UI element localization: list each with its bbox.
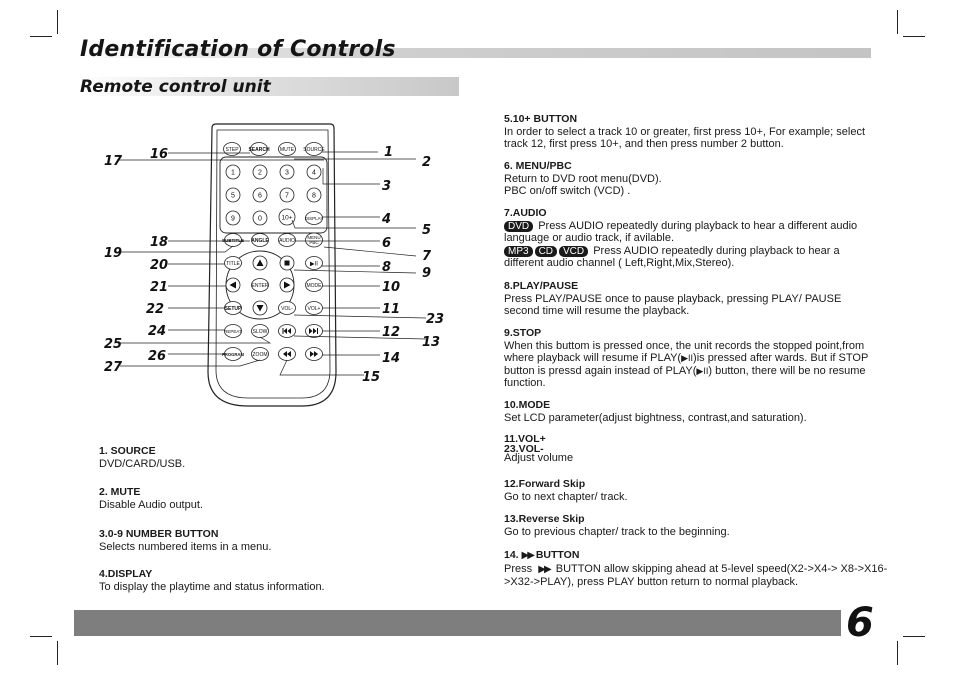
setup-button[interactable] bbox=[225, 302, 242, 315]
item-text: Adjust volume bbox=[504, 452, 574, 464]
callout-24: 24 bbox=[148, 324, 167, 339]
section-subtitle: Remote control unit bbox=[80, 77, 271, 97]
fast-forward-button[interactable] bbox=[306, 348, 323, 361]
title-button[interactable] bbox=[225, 257, 242, 270]
item-heading: 13.Reverse Skip bbox=[504, 513, 585, 525]
crop-mark bbox=[897, 641, 898, 665]
callout-4: 4 bbox=[382, 212, 392, 227]
zoom-button[interactable] bbox=[252, 348, 269, 361]
svg-text:8: 8 bbox=[312, 192, 316, 200]
item-heading: 9.STOP bbox=[504, 327, 542, 339]
audio-button[interactable] bbox=[279, 234, 296, 247]
item-heading: 6. MENU/PBC bbox=[504, 160, 572, 172]
svg-text:VOL+: VOL+ bbox=[307, 306, 321, 312]
svg-text:7: 7 bbox=[285, 192, 289, 200]
item-mode bbox=[504, 399, 874, 424]
callout-23: 23 bbox=[426, 312, 445, 327]
callout-9: 9 bbox=[422, 266, 432, 281]
page-title: Identification of Controls bbox=[80, 37, 396, 62]
callout-7: 7 bbox=[422, 249, 432, 264]
svg-text:TITLE: TITLE bbox=[226, 261, 240, 267]
item-heading: BUTTON bbox=[535, 549, 580, 561]
item-heading: 11.VOL+ bbox=[504, 433, 546, 445]
svg-text:▶II: ▶II bbox=[310, 261, 318, 268]
crop-mark bbox=[57, 641, 58, 665]
callout-19: 19 bbox=[104, 246, 123, 261]
item-text: ) button, there will be no resume function. bbox=[504, 364, 866, 389]
svg-text:REPEAT: REPEAT bbox=[224, 329, 242, 334]
svg-text:SLOW: SLOW bbox=[252, 329, 268, 335]
item-audio bbox=[504, 207, 874, 270]
callout-12: 12 bbox=[382, 325, 401, 340]
callout-2: 2 bbox=[422, 155, 432, 170]
forward-skip-button[interactable] bbox=[306, 325, 323, 338]
vol-minus-button[interactable] bbox=[279, 302, 296, 315]
mute-button[interactable] bbox=[279, 143, 296, 156]
item-heading: 8.PLAY/PAUSE bbox=[504, 280, 579, 292]
svg-text:2: 2 bbox=[258, 169, 262, 177]
item-menu-pbc bbox=[504, 160, 874, 198]
ten-plus-button[interactable] bbox=[279, 209, 295, 225]
callout-6: 6 bbox=[382, 236, 392, 251]
item-mute bbox=[99, 486, 203, 511]
number-6-button[interactable] bbox=[253, 188, 267, 202]
callout-11: 11 bbox=[382, 302, 401, 317]
item-text: When this buttom is pressed once, the unit records the stopped point,from where playback will resume if PLAY( bbox=[504, 339, 865, 364]
right-arrow-button[interactable] bbox=[280, 278, 294, 292]
item-reverse-skip bbox=[504, 513, 874, 538]
item-text: )is pressed after wards. But if STOP button is pressd again instead of PLAY( bbox=[504, 352, 869, 377]
svg-text:PROGRAM: PROGRAM bbox=[222, 352, 244, 357]
callout-26: 26 bbox=[148, 349, 167, 364]
enter-button[interactable] bbox=[252, 279, 269, 292]
svg-text:ANGLE: ANGLE bbox=[251, 238, 269, 244]
callout-16: 16 bbox=[150, 147, 169, 162]
svg-text:0: 0 bbox=[258, 215, 262, 223]
item-display bbox=[99, 568, 325, 593]
callout-10: 10 bbox=[382, 280, 401, 295]
down-arrow-button[interactable] bbox=[253, 301, 267, 315]
item-forward-skip bbox=[504, 478, 874, 503]
program-button[interactable] bbox=[222, 348, 244, 361]
mode-button[interactable] bbox=[306, 279, 323, 292]
vcd-badge: VCD bbox=[559, 246, 588, 257]
vol-plus-button[interactable] bbox=[306, 302, 323, 315]
callout-8: 8 bbox=[382, 260, 392, 275]
callout-14: 14 bbox=[382, 351, 401, 366]
item-heading: 7.AUDIO bbox=[504, 207, 547, 219]
item-ten-plus bbox=[504, 113, 874, 151]
play-pause-icon: ▶II bbox=[681, 353, 694, 363]
repeat-button[interactable] bbox=[224, 325, 242, 338]
svg-text:SOURCE: SOURCE bbox=[303, 147, 325, 153]
item-heading: 23.VOL- bbox=[504, 443, 544, 455]
svg-text:SETUP: SETUP bbox=[224, 306, 242, 312]
crop-mark bbox=[30, 36, 52, 37]
number-3-button[interactable] bbox=[280, 165, 294, 179]
svg-text:SUBTITLE: SUBTITLE bbox=[222, 238, 244, 243]
mp3-badge: MP3 bbox=[504, 246, 533, 257]
number-5-button[interactable] bbox=[226, 188, 240, 202]
stop-button[interactable] bbox=[280, 256, 294, 270]
svg-text:MUTE: MUTE bbox=[279, 147, 295, 153]
item-text: BUTTON allow skipping ahead at 5-level speed(X2->X4-> X8->X16->X32->PLAY), press PLAY button return to normal playback. bbox=[504, 562, 888, 588]
svg-text:9: 9 bbox=[231, 215, 235, 223]
rewind-button[interactable] bbox=[279, 348, 296, 361]
svg-text:VOL-: VOL- bbox=[281, 306, 293, 312]
item-heading: 3.0-9 NUMBER BUTTON bbox=[99, 528, 219, 540]
item-text: Press bbox=[504, 562, 533, 575]
callout-1: 1 bbox=[384, 145, 394, 160]
item-heading: 12.Forward Skip bbox=[504, 478, 586, 490]
page-number: 6 bbox=[846, 600, 874, 646]
svg-text:ENTER: ENTER bbox=[251, 283, 269, 289]
fast-forward-icon: ▶▶ bbox=[521, 550, 533, 561]
play-pause-icon: ▶II bbox=[696, 365, 709, 376]
display-button[interactable] bbox=[305, 212, 324, 225]
callout-21: 21 bbox=[150, 280, 169, 295]
item-text: Selects numbered items in a menu. bbox=[99, 540, 272, 553]
up-arrow-button[interactable] bbox=[253, 256, 267, 270]
item-text: In order to select a track 10 or greater, first press 10+, For example; select track 12, first press 10+, and then press number 2 button. bbox=[504, 125, 866, 150]
play-pause-button[interactable] bbox=[306, 257, 323, 270]
svg-text:1: 1 bbox=[231, 169, 235, 177]
item-text: Set LCD parameter(adjust bightness, contrast,and saturation). bbox=[504, 411, 807, 424]
item-stop bbox=[504, 327, 872, 390]
number-8-button[interactable] bbox=[307, 188, 321, 202]
svg-text:5: 5 bbox=[231, 192, 235, 200]
item-text: Press AUDIO repeatedly during playback to hear a different audio channel ( Left,Right,Mix,Stereo). bbox=[504, 244, 840, 269]
crop-mark bbox=[897, 10, 898, 34]
crop-mark bbox=[57, 10, 58, 34]
subtitle-button[interactable] bbox=[222, 234, 244, 247]
svg-text:STEP: STEP bbox=[225, 147, 239, 153]
item-text: Return to DVD root menu(DVD). bbox=[504, 172, 662, 185]
item-text: Press AUDIO repeatedly during playback to hear a different audio language or audio track, if avilable. bbox=[504, 219, 858, 244]
item-text: Go to previous chapter/ track to the beginning. bbox=[504, 525, 730, 538]
svg-text:3: 3 bbox=[285, 169, 289, 177]
item-text: PBC on/off switch (VCD) . bbox=[504, 185, 631, 197]
callout-5: 5 bbox=[422, 223, 432, 238]
callout-18: 18 bbox=[150, 235, 169, 250]
menu-pbc-button[interactable] bbox=[306, 233, 323, 247]
crop-mark bbox=[903, 636, 925, 637]
item-source bbox=[99, 445, 185, 470]
item-text: Press PLAY/PAUSE once to pause playback, pressing PLAY/ PAUSE second time will resume the playback. bbox=[504, 292, 842, 317]
item-heading: 1. SOURCE bbox=[99, 445, 156, 457]
search-button[interactable] bbox=[248, 143, 270, 156]
svg-text:4: 4 bbox=[312, 169, 316, 177]
remote-control-diagram bbox=[80, 110, 445, 410]
crop-mark bbox=[903, 36, 925, 37]
svg-text:PBC: PBC bbox=[309, 240, 319, 245]
item-play-pause bbox=[504, 280, 874, 318]
crop-mark bbox=[30, 636, 52, 637]
svg-text:ZOOM: ZOOM bbox=[252, 352, 268, 358]
item-volume bbox=[504, 434, 874, 465]
callout-13: 13 bbox=[422, 335, 441, 350]
callout-17: 17 bbox=[104, 154, 123, 169]
number-0-button[interactable] bbox=[253, 211, 267, 225]
item-heading: 10.MODE bbox=[504, 399, 551, 411]
reverse-skip-button[interactable] bbox=[279, 325, 296, 338]
callout-22: 22 bbox=[146, 302, 165, 317]
item-text: DVD/CARD/USB. bbox=[99, 457, 186, 470]
svg-text:6: 6 bbox=[258, 192, 262, 200]
left-arrow-button[interactable] bbox=[226, 278, 240, 292]
item-text: Go to next chapter/ track. bbox=[504, 490, 628, 503]
item-heading: 5.10+ BUTTON bbox=[504, 113, 578, 125]
svg-text:AUDIO: AUDIO bbox=[279, 238, 295, 244]
slow-button[interactable] bbox=[252, 325, 269, 338]
callout-27: 27 bbox=[104, 360, 123, 375]
cd-badge: CD bbox=[535, 246, 557, 257]
step-button[interactable] bbox=[224, 143, 241, 156]
number-9-button[interactable] bbox=[226, 211, 240, 225]
number-1-button[interactable] bbox=[226, 165, 240, 179]
svg-text:DISPLAY: DISPLAY bbox=[304, 216, 324, 221]
item-fast-forward bbox=[504, 549, 888, 589]
dvd-badge: DVD bbox=[504, 221, 533, 232]
item-heading: 4.DISPLAY bbox=[99, 568, 153, 580]
fast-forward-icon: ▶▶ bbox=[538, 563, 550, 575]
svg-text:MENU: MENU bbox=[307, 235, 321, 240]
number-2-button[interactable] bbox=[253, 165, 267, 179]
item-heading: 14. bbox=[504, 549, 519, 561]
number-4-button[interactable] bbox=[307, 165, 321, 179]
source-button[interactable] bbox=[303, 143, 325, 156]
footer-bar bbox=[74, 610, 841, 636]
item-text: To display the playtime and status information. bbox=[99, 580, 325, 593]
angle-button[interactable] bbox=[251, 234, 269, 247]
callout-25: 25 bbox=[104, 337, 123, 352]
svg-text:MODE: MODE bbox=[306, 283, 322, 289]
svg-text:10+: 10+ bbox=[281, 214, 293, 222]
item-number-buttons bbox=[99, 528, 271, 553]
svg-text:SEARCH: SEARCH bbox=[248, 147, 270, 153]
callout-3: 3 bbox=[382, 179, 392, 194]
item-text: Disable Audio output. bbox=[99, 498, 203, 511]
callout-20: 20 bbox=[150, 258, 169, 273]
callout-15: 15 bbox=[362, 370, 381, 385]
item-heading: 2. MUTE bbox=[99, 486, 141, 498]
number-7-button[interactable] bbox=[280, 188, 294, 202]
